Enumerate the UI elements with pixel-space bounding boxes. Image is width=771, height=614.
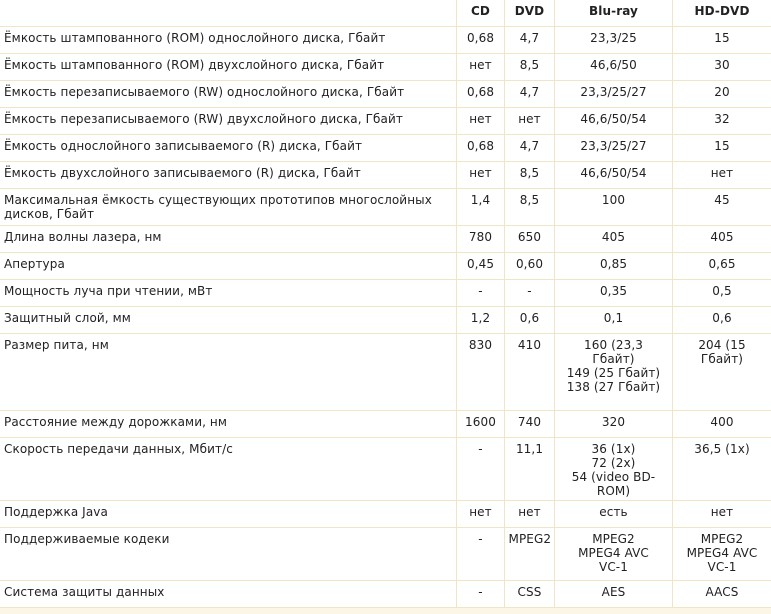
row-label: Поддержка Java (0, 501, 456, 528)
table-row (0, 54, 771, 81)
row-label: Ёмкость однослойного записываемого (R) диска, Гбайт (0, 135, 456, 162)
hddvd-value: нет (672, 162, 771, 189)
bluray-value: 0,35 (554, 280, 672, 307)
bluray-value: 36 (1x) 72 (2x) 54 (video BD- ROM) (571, 442, 656, 498)
cd-value: 0,68 (456, 135, 504, 162)
bluray-value: 23,3/25/27 (554, 81, 672, 108)
hddvd-value: 15 (672, 27, 771, 54)
hddvd-value: MPEG2 MPEG4 AVC VC-1 (686, 532, 758, 574)
table-row (0, 108, 771, 135)
dvd-value: 740 (504, 411, 554, 438)
hddvd-value: 45 (672, 189, 771, 226)
dvd-value: нет (504, 501, 554, 528)
dvd-value: - (504, 280, 554, 307)
table-row (0, 501, 771, 528)
dvd-value: 8,5 (504, 54, 554, 81)
table-row (0, 135, 771, 162)
row-label: Ёмкость двухслойного записываемого (R) диска, Гбайт (0, 162, 456, 189)
table-row (0, 334, 771, 411)
hddvd-value: 400 (672, 411, 771, 438)
dvd-value: 650 (504, 226, 554, 253)
dvd-value: 4,7 (504, 27, 554, 54)
cd-value: нет (456, 162, 504, 189)
hddvd-value: 204 (15 Гбайт) (698, 338, 746, 366)
row-label: Апертура (0, 253, 456, 280)
table-row (0, 307, 771, 334)
cd-value: 0,45 (456, 253, 504, 280)
bluray-value: 405 (554, 226, 672, 253)
bluray-value: 160 (23,3 Гбайт) 149 (25 Гбайт) 138 (27 Гбайт) (566, 338, 661, 394)
cd-value: 780 (456, 226, 504, 253)
hddvd-value: 0,6 (672, 307, 771, 334)
table-row (0, 253, 771, 280)
cd-value: - (456, 438, 504, 501)
dvd-value: 0,60 (504, 253, 554, 280)
bluray-value: 320 (554, 411, 672, 438)
dvd-value: 8,5 (504, 162, 554, 189)
cd-value: - (456, 581, 504, 608)
table-row (0, 411, 771, 438)
row-label: Ёмкость штампованного (ROM) двухслойного диска, Гбайт (0, 54, 456, 81)
hddvd-value: 30 (672, 54, 771, 81)
header-cd: CD (456, 0, 504, 27)
cd-value: 0,68 (456, 81, 504, 108)
row-label: Размер пита, нм (0, 334, 456, 411)
row-label: Защитный слой, мм (0, 307, 456, 334)
hddvd-value: 36,5 (1x) (672, 438, 771, 501)
row-label: Ёмкость перезаписываемого (RW) однослойного диска, Гбайт (0, 81, 456, 108)
row-label: Поддерживаемые кодеки (0, 528, 456, 581)
dvd-value: 11,1 (504, 438, 554, 501)
header-row (0, 0, 771, 27)
table-row (0, 581, 771, 608)
row-label: Ёмкость штампованного (ROM) однослойного диска, Гбайт (0, 27, 456, 54)
dvd-value: 410 (504, 334, 554, 411)
bluray-value: 46,6/50 (554, 54, 672, 81)
table-row (0, 162, 771, 189)
header-hddvd: HD-DVD (672, 0, 771, 27)
dvd-value: 0,6 (504, 307, 554, 334)
table-row (0, 81, 771, 108)
table-row (0, 189, 771, 226)
hddvd-value: 0,5 (672, 280, 771, 307)
table-row (0, 27, 771, 54)
bluray-value: есть (554, 501, 672, 528)
row-label: Расстояние между дорожками, нм (0, 411, 456, 438)
header-dvd: DVD (504, 0, 554, 27)
dvd-value: 4,7 (504, 135, 554, 162)
bluray-value: AES (554, 581, 672, 608)
cd-value: нет (456, 501, 504, 528)
bluray-value: 46,6/50/54 (554, 162, 672, 189)
dvd-value: 8,5 (504, 189, 554, 226)
bluray-value: 0,85 (554, 253, 672, 280)
cd-value: 1600 (456, 411, 504, 438)
cd-value: 1,4 (456, 189, 504, 226)
bluray-value: 46,6/50/54 (554, 108, 672, 135)
bluray-value: 100 (554, 189, 672, 226)
table-row (0, 280, 771, 307)
cd-value: 830 (456, 334, 504, 411)
cd-value: нет (456, 54, 504, 81)
row-label: Ёмкость перезаписываемого (RW) двухслойного диска, Гбайт (0, 108, 456, 135)
row-label: Максимальная ёмкость существующих прототипов многослойных дисков, Гбайт (0, 189, 456, 226)
bluray-value: 23,3/25 (554, 27, 672, 54)
header-bluray: Blu-ray (554, 0, 672, 27)
table-row (0, 226, 771, 253)
row-label: Система защиты данных (0, 581, 456, 608)
cd-value: 0,68 (456, 27, 504, 54)
hddvd-value: нет (672, 501, 771, 528)
row-label: Скорость передачи данных, Мбит/с (0, 438, 456, 501)
hddvd-value: 32 (672, 108, 771, 135)
table-row (0, 438, 771, 501)
table-row (0, 528, 771, 581)
hddvd-value: AACS (672, 581, 771, 608)
cd-value: - (456, 528, 504, 581)
hddvd-value: 20 (672, 81, 771, 108)
bluray-value: 0,1 (554, 307, 672, 334)
hddvd-value: 405 (672, 226, 771, 253)
dvd-value: 4,7 (504, 81, 554, 108)
cd-value: 1,2 (456, 307, 504, 334)
hddvd-value: 15 (672, 135, 771, 162)
dvd-value: MPEG2 (504, 528, 554, 581)
row-label: Мощность луча при чтении, мВт (0, 280, 456, 307)
dvd-value: CSS (504, 581, 554, 608)
row-label: Длина волны лазера, нм (0, 226, 456, 253)
dvd-value: нет (504, 108, 554, 135)
cd-value: нет (456, 108, 504, 135)
bluray-value: MPEG2 MPEG4 AVC VC-1 (578, 532, 649, 574)
cd-value: - (456, 280, 504, 307)
bluray-value: 23,3/25/27 (554, 135, 672, 162)
hddvd-value: 0,65 (672, 253, 771, 280)
header-label-cell (0, 0, 456, 27)
footer-band (0, 608, 771, 614)
